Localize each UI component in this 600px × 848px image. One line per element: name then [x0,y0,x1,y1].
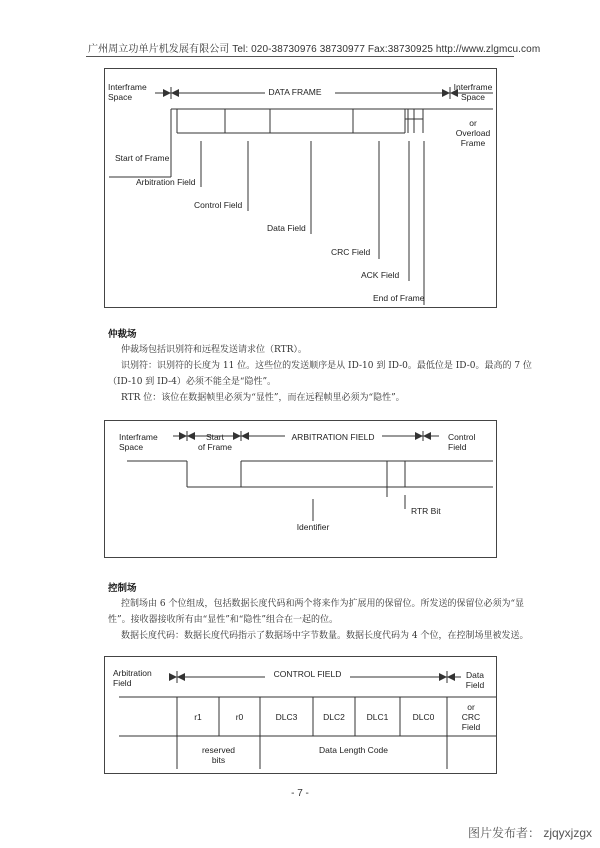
data-frame-label: DATA FRAME [268,87,322,97]
page-number: - 7 - [291,788,309,799]
control-field-label: Control Field [194,200,243,210]
bit-dlc2: DLC2 [323,712,345,722]
crc-field-label: or CRC Field [461,702,481,732]
control-field-label: CONTROL FIELD [273,669,342,679]
bit-r0: r0 [235,712,244,722]
header-rule [86,56,514,57]
crc-field-label: CRC Field [331,247,371,257]
figure-data-frame [104,68,497,308]
start-of-frame-label: Start of Frame [115,153,170,163]
identifier-label: Identifier [296,522,330,532]
bit-r1: r1 [194,712,202,722]
figure-arbitration-field [104,420,497,558]
rtr-bit-label: RTR Bit [411,506,441,516]
arbitration-para-3: （ID-10 到 ID-4）必须不能全是“隐性”。 [108,377,277,387]
end-of-frame-label: End of Frame [373,293,425,303]
bit-dlc1: DLC1 [366,712,389,722]
arbitration-para-1: 仲裁场包括识别符和远程发送请求位（RTR）。 [121,345,307,355]
arbitration-field-label: Arbitration Field [136,177,196,187]
control-field-label: Control Field [448,432,476,452]
arbitration-para-4: RTR 位：该位在数据帧里必须为“显性”，而在远程帧里必须为“隐性”。 [121,393,405,403]
control-para-2: 性”。接收器接收所有由“显性”和“隐性”组合在一起的位。 [108,615,339,625]
arbitration-field-label: ARBITRATION FIELD [291,432,375,442]
data-frame-diagram [105,69,496,307]
interframe-space-label: Interframe Space [119,432,158,452]
data-length-code-label: Data Length Code [319,745,388,755]
watermark: 图片发布者： zjqyxjzgx [467,826,592,840]
control-para-3: 数据长度代码：数据长度代码指示了数据场中字节数量。数据长度代码为 4 个位，在控制场里被发送。 [121,631,529,641]
data-field-label: Data Field [465,670,485,690]
bit-dlc0: DLC0 [412,712,435,722]
page-header: 广州周立功单片机发展有限公司 Tel: 020-38730976 38730977 Fax:38730925 http://www.zlgmcu.com [88,44,541,55]
data-field-label: Data Field [267,223,306,233]
start-of-frame-label: Start of Frame [197,432,232,452]
bit-dlc3: DLC3 [275,712,298,722]
interframe-space-right-label: Interframe Space [453,82,493,102]
interframe-space-left-label: Interframe Space [108,82,147,102]
arbitration-field-label: Arbitration Field [113,668,152,688]
arbitration-para-2: 识别符：识别符的长度为 11 位。这些位的发送顺序是从 ID-10 到 ID-0。最低位是 ID-0。最高的 7 位 [121,361,532,371]
control-para-1: 控制场由 6 个位组成，包括数据长度代码和两个将来作为扩展用的保留位。所发送的保留位必须为“显 [121,599,525,609]
arbitration-section-title: 仲裁场 [108,329,137,340]
figure-control-field [104,656,497,774]
ack-field-label: ACK Field [361,270,400,280]
control-section-title: 控制场 [108,583,137,594]
reserved-bits-label: reserved bits [201,745,236,765]
overload-frame-label: or Overload Frame [455,118,491,148]
